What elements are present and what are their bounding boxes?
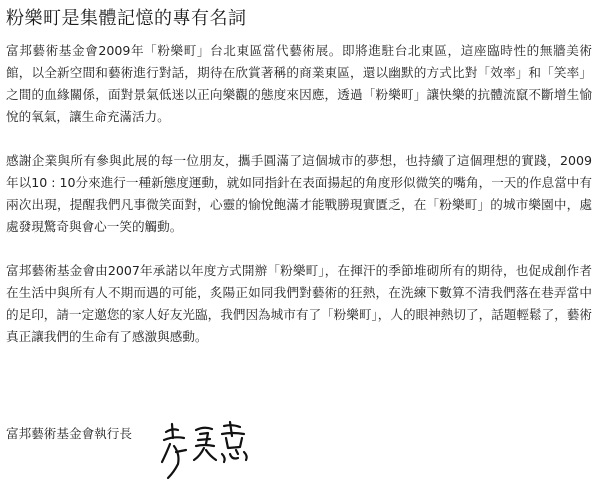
paragraph-3: 富邦藝術基金會由2007年承諾以年度方式開辦「粉樂町」，在揮汗的季節堆砌所有的期待，也促成創作者在生活中與所有人不期而遇的可能，炙陽正如同我們對藝術的狂熱，在洗練下數算不清我們落在巷弄當中的足印，請一定邀您的家人好友光臨，我們因為城市有了「粉樂町」，人的眼神熱切了，話題輕鬆了，藝術真正讓我們的生命有了感激與感動。 <box>6 263 592 344</box>
handwritten-signature <box>160 418 260 484</box>
page-title: 粉樂町是集體記憶的專有名詞 <box>6 8 247 29</box>
document-body <box>6 6 598 370</box>
paragraph-2: 感謝企業與所有參與此展的每一位朋友，攜手圓滿了這個城市的夢想，也持續了這個理想的實踐，2009年以10 : 10分來進行一種新態度運動，就如同指針在表面揚起的角度形似微笑的嘴角，一天的作息當中有兩次出現，提醒我們凡事微笑面對，心靈的愉悅飽滿才能戰勝現實匱乏，在「粉樂町」的城市樂園中，處處發現驚奇與會心一笑的觸動。 <box>6 153 592 234</box>
signature-title: 富邦藝術基金會執行長 <box>6 426 132 441</box>
paragraph-1: 富邦藝術基金會2009年「粉樂町」台北東區當代藝術展。即將進駐台北東區，這座臨時性的無牆美術館，以全新空間和藝術進行對話，期待在欣賞著稱的商業東區，還以幽默的方式比對「效率」和「笑率」之間的血緣關係，面對景氣低迷以正向樂觀的態度來因應，透過「粉樂町」讓快樂的抗體流竄不斷增生愉悅的氧氣，讓生命充滿活力。 <box>6 43 592 124</box>
